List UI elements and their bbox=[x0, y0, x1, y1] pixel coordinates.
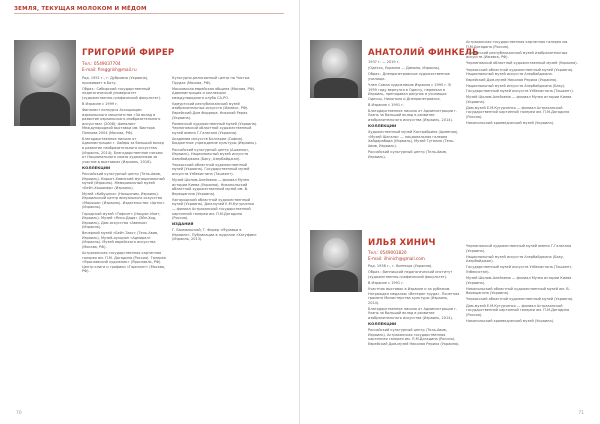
bio-paragraph: Российский культурный центр (Тель-Авив, Израиль). Астраханская государственная картинная галерея им. П.М.Догадина (Россия). Еврейский Дом-музей Николая Рериха (Украина). bbox=[368, 328, 460, 346]
bio-paragraph: Образ.: Сибирский государственный педагогический университет (художественно-графический факультет). bbox=[82, 86, 162, 100]
bio-paragraph: Музей «Кибуцник» (Нахшоним, Израиль). Израильский центр визуального искусства «Мороша» (Израиль). Издательство «Артис» (Израиль). bbox=[82, 191, 165, 210]
artist-portrait-khinich bbox=[310, 230, 362, 292]
artist-name: ГРИГОРИЙ ФИРЕР bbox=[82, 48, 175, 58]
right-page bbox=[300, 0, 600, 424]
bio-paragraph: Образ.: Днепропетровское художественное училище. bbox=[368, 72, 450, 81]
bio-paragraph: Московская еврейская община (Москва, РФ). Администрация и коллекции международного клуба СА-РО. bbox=[172, 86, 256, 100]
artist-name: АНАТОЛИЙ ФИНКЕЛЬ bbox=[368, 48, 479, 58]
bio-paragraph: Никопольский областной художественный музей им. В. Верещагина (Украина). bbox=[466, 286, 570, 296]
bio-paragraph: Музей Шолом-Алейхема — филиал Музея истории Киева (Украина). Никопольский областной художественный музей им. В. Верещагина (Украина). bbox=[172, 178, 249, 196]
bio-paragraph: Российский культурный центр (Ашкелон, Израиль). Национальный музей искусств Азербайджана (Баку, Азербайджан). bbox=[172, 147, 249, 161]
bio-paragraph: Черкасский областной художественный музей (Украина). Национальный музей искусств Азербайджана. bbox=[466, 67, 574, 77]
bio-column-2 bbox=[172, 76, 258, 398]
bio-paragraph: Академия искусств Болгарии (София). Бюджетное учреждение культуры (Израиль). bbox=[172, 136, 257, 146]
bio-paragraph: Государственный музей искусств Узбекистана (Ташкент, Узбекистан). bbox=[466, 265, 573, 274]
bio-paragraph: Образ.: Винницкий педагогический институт (художественно-графический факультет). bbox=[368, 270, 453, 279]
bio-paragraph: Член Союза художников Израиля с 1995 г. В 1959 году вернулся в Одессу, переехал в Израиль, преподавал рисунок в училищах Одессы, Никополя и Днепропетровска. bbox=[368, 82, 451, 101]
artist-email: E-mail: fireggrish@mail.ru bbox=[82, 66, 137, 72]
bio-paragraph: Астраханская государственная картинная галерея им. П.М.Догадина (Россия). bbox=[466, 40, 569, 49]
bio-paragraph: Удмуртский республиканский музей изобразительных искусств (Ижевск, РФ). Еврейский Дом Фиррера. Николай Рерих (Украина). bbox=[172, 101, 249, 120]
bio-paragraph: 1937 г. — 2019 г. bbox=[368, 60, 400, 64]
bio-paragraph: Дом-музей Е.М.Кугурченко — филиал Астраханской государственной картинной галереи им. П.М.Догадина (Россия). bbox=[466, 105, 570, 119]
bio-column-1 bbox=[368, 264, 460, 400]
bio-paragraph: Музей Шолом-Алейхема — филиал Музея истории Киева (Украина). bbox=[466, 95, 572, 104]
section-heading-collections: КОЛЛЕКЦИИ bbox=[82, 164, 111, 170]
bio-paragraph: Финалист конкурса Ассоциации израильского меценатства «За вклад в развитие израильского изобразительного искусства» (2008); финалист Международной выставки им. Виктора Попкова 2004 (Москва, РФ). bbox=[82, 108, 161, 135]
bio-paragraph: Удмуртский республиканский музей изобразительных искусств (Ижевск, РФ). bbox=[466, 50, 568, 60]
bio-paragraph: Ужгородский областной художественный музей (Украина). Дом-музей Е.М.Кугурченко — филиал Астраханской государственной картинной галереи им. П.М.Догадина (Россия). bbox=[172, 197, 255, 221]
bio-paragraph: Еврейский Дом-музей Николая Рериха (Украина). bbox=[466, 78, 558, 83]
artist-portrait-firer bbox=[14, 40, 76, 126]
bio-paragraph: В Израиле с 1991 г. bbox=[368, 280, 405, 285]
bio-paragraph: Роменский художественный музей (Украина). Черниговский областной художественный музей имени Г.Галагана (Украина). bbox=[172, 121, 258, 135]
bio-paragraph: Дом-музей Е.М.Кугурченко — филиал Астраханской государственной картинной галереи им. П.М.Догадина (Россия). bbox=[466, 303, 570, 317]
bio-paragraph: Никопольский краеведческий музей (Украина). bbox=[466, 120, 555, 125]
page-number-right: 71 bbox=[578, 411, 584, 416]
bio-paragraph: Черниговский художественный музей имени Г.Галагана (Украина). bbox=[466, 244, 572, 253]
bio-paragraph: (Одесса, Украина — Димона, Израиль). bbox=[368, 66, 441, 71]
bio-paragraph: Благодарственное письмо от Администрации г. Ухань за большой вклад в развитие изобразительного искусства (Израиль, 2014). bbox=[368, 306, 458, 320]
bio-paragraph: Род. 1938 г., г. Винница (Украина). bbox=[368, 264, 433, 268]
section-heading-collections: КОЛЛЕКЦИИ bbox=[368, 320, 397, 326]
bio-paragraph: Вечерний музей «Бейт-Закс» (Тель-Авив, Израиль). Музей-аукцион «Адмирал» (Израиль). Музей еврейского искусства (Москва, РФ). bbox=[82, 231, 159, 249]
bio-paragraph: Г. Бахмальский, Г. Фирер «Муравьи в Израиле». Публикации в журнале «Хагуфим» (Израиль, 2013). bbox=[172, 228, 257, 242]
bio-paragraph: Музей Шолом-Алейхема — филиал Музея истории Киева (Украина). bbox=[466, 276, 572, 285]
bio-paragraph: Участник выставок в Израиле и за рубежом. Награжден медалью «Ветеран труда». Почетная грамота Министерства культуры (Израиль, 2014). bbox=[368, 286, 460, 305]
artist-portrait-finkel bbox=[310, 40, 362, 98]
page-number-left: 70 bbox=[16, 411, 22, 416]
bio-paragraph: Городской музей «Тафнит» (Нацрат-Илит, Израиль). Музей «Янко-Дада» (Эйн-Ход, Израиль). Дом искусства «Авенью» (Израиль). bbox=[82, 211, 161, 230]
bio-paragraph: Черкасский областной художественный музей (Украина). Государственный музей искусств Узбекистана (Ташкент). bbox=[172, 162, 250, 176]
bio-paragraph: Астраханская государственная картинная галерея им. П.М. Догадина (Россия). Галерея «Ярославский художник» (Ярославль, РФ). Центр книги и графики «Горизонт» (Москва, РФ). bbox=[82, 251, 166, 274]
section-heading-collections: КОЛЛЕКЦИИ bbox=[368, 123, 397, 129]
bio-paragraph: Благодарственное письмо от Администрации г. Хайфы за большой вклад в развитие изобразительного искусства (Израиль, 2014); Благодарственное письмо от Национального союза художников за участие в выставках (Израиль, 2016). bbox=[82, 136, 164, 164]
header-rule bbox=[14, 13, 284, 14]
bio-column-1 bbox=[368, 60, 460, 218]
bio-column-2 bbox=[466, 244, 580, 400]
bio-paragraph: Российский культурный центр (Тель-Авив, Израиль). bbox=[368, 150, 447, 159]
artist-email: E-mail: ilhinich@gmail.com bbox=[368, 255, 425, 261]
bio-paragraph: Род. 1951 г., г. Дубровно (Украина), проживает в Бату. bbox=[82, 76, 149, 85]
section-heading-publications: ИЗДАНИЯ bbox=[172, 221, 194, 227]
bio-paragraph: Российский культурный центр (Тель-Авив, Израиль). Кирьят-Хаимский муниципальный музей (Израиль). Мемориальный музей «Бейт-Хашомер» (Израиль). bbox=[82, 171, 165, 190]
artist-phone: Тел.: 0549001820 bbox=[368, 250, 407, 255]
bio-paragraph: В Израиле с 1999 г. bbox=[82, 101, 119, 106]
bio-paragraph: Черниговский областной художественный музей (Украина). bbox=[466, 61, 578, 66]
bio-paragraph: В Израиле с 1991 г. bbox=[368, 102, 405, 107]
bio-paragraph: Благодарственное письмо от Администрации г. Ухань за большой вклад в развитие изобразительного искусства (Израиль, 2014). bbox=[368, 108, 458, 122]
bio-paragraph: Национальный музей искусств Азербайджана (Баку). Государственный музей искусств Узбекистана (Ташкент). bbox=[466, 84, 574, 93]
artist-name: ИЛЬЯ ХИНИЧ bbox=[368, 238, 436, 248]
bio-column-2 bbox=[466, 40, 580, 216]
running-header: ЗЕМЛЯ, ТЕКУЩАЯ МОЛОКОМ И МЁДОМ bbox=[14, 6, 147, 12]
bio-paragraph: Никопольский краеведческий музей (Украина). bbox=[466, 318, 555, 323]
bio-paragraph: Культурно-религиозный центр на Чистых Прудах (Москва, РФ). bbox=[172, 76, 250, 85]
bio-paragraph: Художественный музей Кастрабрина (Армения), «Музей Шагала» — национальная галерея Хайдарабада (Израиль), Музей Гутмана (Тель-Авив, Израиль). bbox=[368, 130, 459, 148]
artist-phone: Тел.: 0549037704 bbox=[82, 61, 121, 66]
bio-paragraph: Черкасский областной художественный музей (Украина). bbox=[466, 297, 574, 302]
bio-paragraph: Национальный музей искусств Азербайджана (Баку, Азербайджан). bbox=[466, 254, 564, 264]
bio-column-1 bbox=[82, 76, 166, 398]
